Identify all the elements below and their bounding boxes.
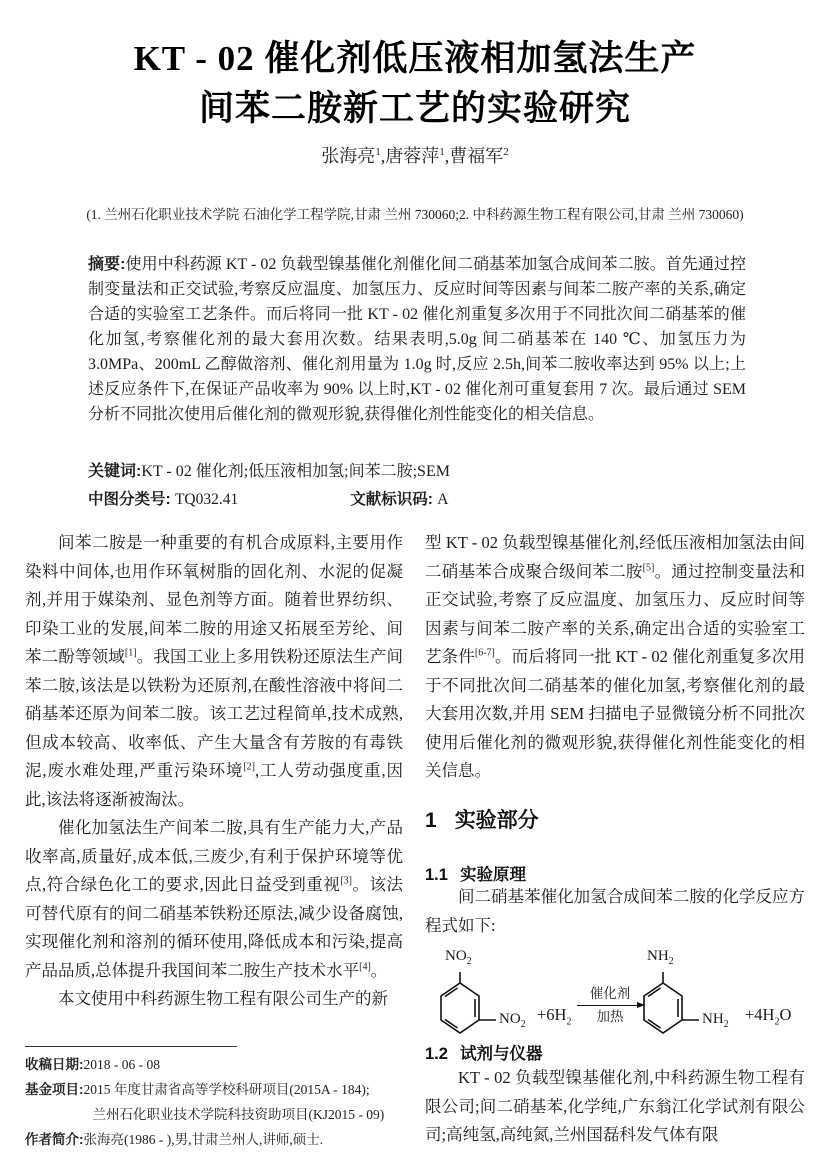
section-1-2-title: 试剂与仪器 (459, 1045, 543, 1063)
section-1-title: 实验部分 (454, 809, 539, 832)
fund-row-2 (25, 1102, 410, 1127)
product-top-substituent: $NH_2$ (647, 948, 674, 967)
right-column-paragraph: 型 KT - 02 负载型镍基催化剂,经低压液相加氢法由间二硝基苯合成聚合级间苯二胺[5]。通过控制变量法和正交试验,考察了反应温度、加氢压力、反应时间等因素与间苯二胺产率的关系,确定出合适的实验室工艺条件[6-7]。而后将同一批 KT - 02 催化剂重复多次用于不同批次间二硝基苯的催化加氢,考察催化剂的最大套用次数,并用 SEM 扫描电子显微镜分析不同批次使用后催化剂的微观形貌,获得催化剂性能变化的相关信息。 (425, 533, 806, 780)
reactant-top-substituent: $NO_2$ (445, 948, 472, 967)
arrow-condition-top: 催化剂 (589, 986, 631, 1001)
reaction-arrow (577, 985, 643, 1025)
footnote-block (25, 1046, 410, 1152)
fund-row (25, 1077, 410, 1102)
section-1-2-number: 1.2 (425, 1045, 448, 1063)
section-1-1-number: 1.1 (425, 866, 448, 884)
author-bio-row (25, 1127, 410, 1152)
keywords-line (88, 458, 746, 481)
water-term: $+4H_2O$ (745, 1005, 792, 1028)
authors-line: 张海亮$^1$,唐蓉萍$^1$,曹福军$^2$ (321, 146, 509, 166)
abstract-text: 使用中科药源 KT - 02 负载型镍基催化剂催化间二硝基苯加氢合成间苯二胺。首先通过控制变量法和正交试验,考察反应温度、加氢压力、反应时间等因素与间苯二胺产率的关系,确定合适的实验室工艺条件。而后将同一批 KT - 02 催化剂重复多次用于不同批次间二硝基苯的催化加氢,考察催化剂的最大套用次数。结果表明,5.0g 间二硝基苯在 140 ℃、加氢压力为 3.0MPa、200mL 乙醇做溶剂、催化剂用量为 1.0g 时,反应 2.5h,间苯二胺收率达到 95% 以上;上述反应条件下,在保证产品收率为 90% 以上时,KT - 02 催化剂可重复套用 7 次。最后通过 SEM 分析不同批次使用后催化剂的微观形貌,获得催化剂性能变化的相关信息。 (88, 256, 746, 423)
doc-code-label: 文献标识码: (350, 491, 438, 508)
fund-line1: 2015 年度甘肃省高等学校科研项目(2015A - 184); (83, 1082, 370, 1097)
section-1-1-title: 实验原理 (459, 866, 526, 884)
author-bio-value: 张海亮(1986 - ),男,甘肃兰州人,讲师,硕士. (83, 1132, 324, 1147)
section-heading-1 (425, 804, 805, 834)
received-date-value: 2018 - 06 - 08 (83, 1057, 160, 1072)
fund-label: 基金项目: (25, 1082, 84, 1097)
doc-code-value: A (437, 491, 449, 508)
hydrogen-term: $+6H_2$ (537, 1005, 572, 1028)
abstract-label: 摘要: (88, 256, 126, 273)
affiliation-line: (1. 兰州石化职业技术学院 石油化学工程学院,甘肃 兰州 730060;2. 中科药源生物工程有限公司,甘肃 兰州 730060) (86, 207, 744, 222)
clc-value: TQ032.41 (174, 491, 239, 508)
author-bio-label: 作者简介: (25, 1132, 84, 1147)
reactant-benzene-ring (433, 971, 503, 1041)
clc-label: 中图分类号: (88, 491, 175, 508)
paper-title-line1: KT - 02 催化剂低压液相加氢法生产 (133, 39, 697, 78)
left-column (25, 529, 403, 1014)
reactant-side-substituent: $NO_2$ (499, 1011, 526, 1030)
section-heading-1-1 (425, 861, 805, 885)
fund-line2: 兰州石化职业技术学院科技资助项目(KJ2015 - 09) (92, 1107, 385, 1122)
intro-paragraph-2: 催化加氢法生产间苯二胺,具有生产能力大,产品收率高,质量好,成本低,三废少,有利于保护环境等优点,符合绿色化工的要求,因此日益受到重视[3]。该法可替代原有的间二硝基苯铁粉还原法,减少设备腐蚀,实现催化剂和溶剂的循环使用,降低成本和污染,提高产品品质,总体提升我国间苯二胺生产技术水平[4]。 (25, 818, 404, 980)
arrow-shaft (577, 1005, 643, 1006)
keywords-label: 关键词: (88, 463, 142, 480)
section-1-number: 1 (425, 809, 437, 832)
received-date-label: 收稿日期: (25, 1057, 84, 1072)
intro-paragraph-1: 间苯二胺是一种重要的有机合成原料,主要用作染料中间体,也用作环氧树脂的固化剂、水泥的促凝剂,并用于媒染剂、显色剂等方面。随着世界纺织、印染工业的发展,间苯二胺的用途又拓展至芳纶、间苯二酚等领域[1]。我国工业上多用铁粉还原法生产间苯二胺,该法是以铁粉为还原剂,在酸性溶液中将间二硝基苯还原为间苯二胺。该工艺过程简单,技术成熟,但成本较高、收率低、产生大量含有芳胺的有毒铁泥,废水难处理,严重污染环境[2],工人劳动强度重,因此,该法将逐渐被淘汰。 (25, 533, 404, 809)
section-1-2-text: KT - 02 负载型镍基催化剂,中科药源生物工程有限公司;间二硝基苯,化学纯,广东翁江化学试剂有限公司;高纯氢,高纯氮,兰州国磊科发气体有限 (425, 1068, 805, 1144)
intro-paragraph-3: 本文使用中科药源生物工程有限公司生产的新 (58, 989, 388, 1008)
section-1-1-text: 间二硝基苯催化加氢合成间苯二胺的化学反应方程式如下: (425, 887, 805, 935)
product-benzene-ring (636, 971, 706, 1041)
abstract-block (88, 252, 746, 427)
paper-title-line2: 间苯二胺新工艺的实验研究 (198, 89, 631, 128)
arrow-condition-bottom: 加热 (596, 1009, 624, 1024)
footnote-separator (25, 1046, 237, 1047)
received-date-row (25, 1052, 410, 1077)
product-side-substituent: $NH_2$ (702, 1011, 729, 1030)
classification-line (88, 487, 746, 509)
section-heading-1-2 (425, 1040, 805, 1064)
keywords-text: KT - 02 催化剂;低压液相加氢;间苯二胺;SEM (141, 463, 450, 480)
chemical-equation (425, 945, 805, 1045)
